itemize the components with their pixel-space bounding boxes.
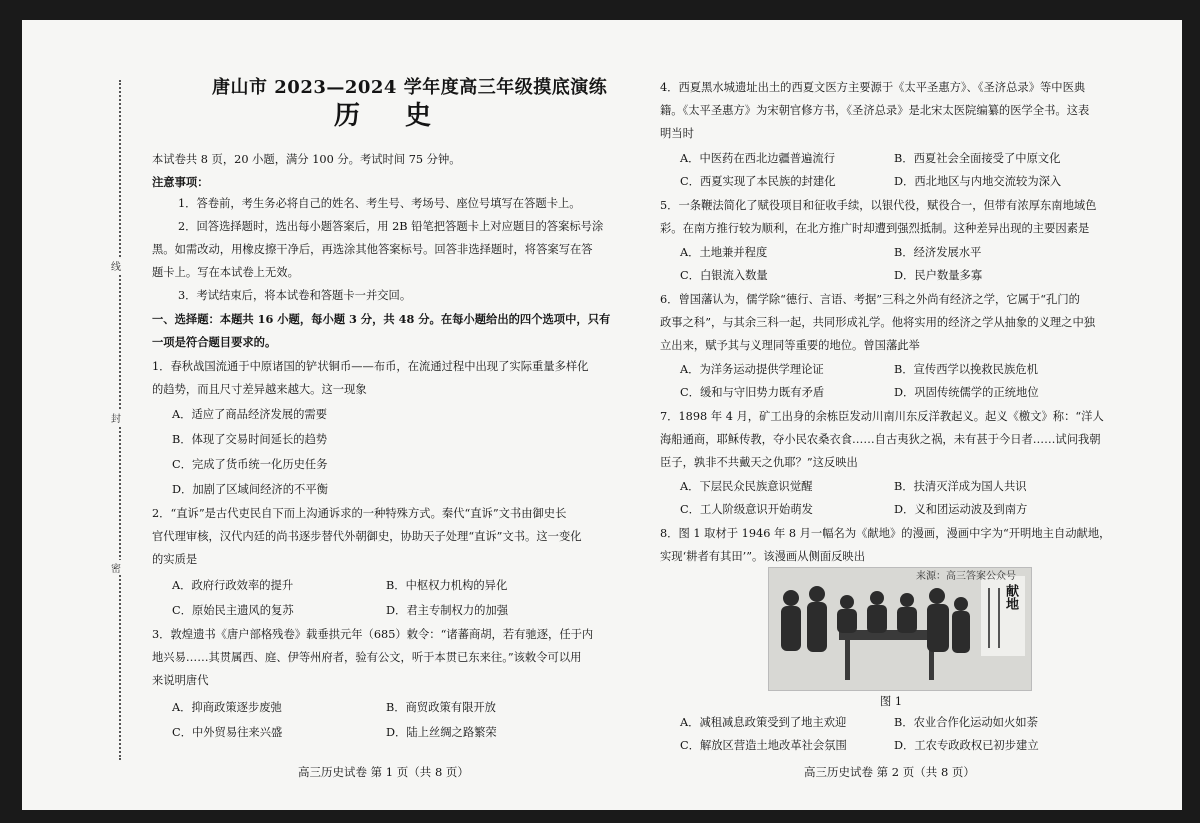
question-stem: 实现‘耕者有其田’”。该漫画从侧面反映出 (660, 550, 866, 563)
option-a: A．减租减息政策受到了地主欢迎 (680, 716, 847, 729)
option-d: D．工农专政政权已初步建立 (894, 739, 1039, 752)
binding-label-secret: 密 (111, 560, 121, 575)
question-stem: 的趋势，而且尺寸差异越来越大。这一现象 (152, 383, 367, 396)
question-stem: 明当时 (660, 127, 694, 140)
option-c: C．白银流入数量 (680, 269, 768, 282)
option-a: A．抑商政策逐步废弛 (172, 701, 282, 714)
question-stem: 4．西夏黑水城遗址出土的西夏文医方主要源于《太平圣惠方》、《圣济总录》等中医典 (660, 81, 1086, 94)
subject-title: 历 史 (334, 101, 450, 131)
option-a: A．中医药在西北边疆普遍流行 (680, 152, 836, 165)
notice-item: 黑。如需改动，用橡皮擦干净后，再选涂其他答案标号。回答非选择题时，将答案写在答 (152, 243, 593, 256)
question-stem: 臣子，孰非不共戴天之仇耶？”这反映出 (660, 456, 858, 469)
option-a: A．适应了商品经济发展的需要 (172, 408, 328, 421)
notice-item: 1．答卷前，考生务必将自己的姓名、考生号、考场号、座位号填写在答题卡上。 (178, 197, 581, 210)
watermark-text: 来源：高三答案公众号 (916, 571, 1016, 582)
option-a: A．政府行政效率的提升 (172, 579, 294, 592)
question-stem: 2．“直诉”是古代吏民自下而上沟通诉求的一种特殊方式。秦代“直诉”文书由御史长 (152, 507, 567, 520)
question-stem: 6．曾国藩认为，儒学除“德行、言语、考据”三科之外尚有经济之学，它属于“孔门的 (660, 293, 1080, 306)
section-heading: 一项是符合题目要求的。 (152, 335, 277, 349)
question-stem: 彩。在南方推行较为顺利，在北方推广时却遭到强烈抵制。这种差异出现的主要因素是 (660, 222, 1090, 235)
figure-caption: 图 1 (880, 695, 903, 708)
cartoon-figure (768, 567, 1032, 691)
option-b: B．体现了交易时间延长的趋势 (172, 433, 328, 446)
option-a: A．为洋务运动提供学理论证 (680, 363, 824, 376)
option-b: B．扶清灭洋成为国人共识 (894, 480, 1027, 493)
option-b: B．经济发展水平 (894, 246, 982, 259)
question-stem: 3．敦煌遗书《唐户部格残卷》载垂拱元年（685）敕令：“诸蕃商胡，若有驰逐，任于内 (152, 628, 594, 641)
option-c: C．中外贸易往来兴盛 (172, 726, 283, 739)
question-stem: 的实质是 (152, 553, 198, 566)
option-b: B．中枢权力机构的异化 (386, 579, 508, 592)
binding-label-line: 线 (111, 258, 121, 273)
option-a: A．下层民众民族意识觉醒 (680, 480, 813, 493)
option-c: C．西夏实现了本民族的封建化 (680, 175, 836, 188)
option-d: D．民户数量多寡 (894, 269, 983, 282)
question-stem: 官代理审核，汉代内廷的尚书逐步替代外朝御史，协助天子处理“直诉”文书。这一变化 (152, 530, 582, 543)
option-d: D．陆上丝绸之路繁荣 (386, 726, 497, 739)
exam-intro: 本试卷共 8 页，20 小题，满分 100 分。考试时间 75 分钟。 (152, 153, 461, 166)
option-c: C．工人阶级意识开始萌发 (680, 503, 813, 516)
notice-item: 3．考试结束后，将本试卷和答题卡一并交回。 (178, 289, 412, 302)
question-stem: 籍。《太平圣惠方》为宋朝官修方书，《圣济总录》是北宋太医院编纂的医学全书。这表 (660, 104, 1090, 117)
question-stem: 地兴易……其贯属西、庭、伊等州府者，验有公文，听于本贯已东来往。”该敕令可以用 (152, 651, 582, 664)
option-a: A．土地兼并程度 (680, 246, 768, 259)
option-b: B．宣传西学以挽救民族危机 (894, 363, 1038, 376)
option-d: D．君主专制权力的加强 (386, 604, 509, 617)
cartoon-illustration (769, 568, 1031, 690)
option-c: C．解放区营造土地改革社会氛围 (680, 739, 847, 752)
page-footer: 高三历史试卷 第 2 页（共 8 页） (804, 765, 975, 779)
option-d: D．加剧了区域间经济的不平衡 (172, 483, 328, 496)
question-stem: 海船通商，耶稣传教，夺小民农桑衣食……自古夷狄之祸，未有甚于今日者……试问我朝 (660, 433, 1101, 446)
notice-item: 题卡上。写在本试卷上无效。 (152, 266, 299, 279)
question-stem: 7．1898 年 4 月，矿工出身的余栋臣发动川南川东反洋教起义。起义《檄文》称：“洋人 (660, 410, 1104, 423)
cartoon-title: 献地 (1003, 584, 1018, 610)
option-d: D．巩固传统儒学的正统地位 (894, 386, 1039, 399)
option-d: D．西北地区与内地交流较为深入 (894, 175, 1062, 188)
section-heading: 一、选择题：本题共 16 小题，每小题 3 分，共 48 分。在每小题给出的四个选项中，只有 (152, 312, 611, 326)
question-stem: 5．一条鞭法简化了赋役项目和征收手续，以银代役，赋役合一，但带有浓厚东南地域色 (660, 199, 1097, 212)
option-c: C．原始民主遗风的复苏 (172, 604, 294, 617)
question-stem: 来说明唐代 (152, 674, 209, 687)
option-c: C．完成了货币统一化历史任务 (172, 458, 328, 471)
question-stem: 1．春秋战国流通于中原诸国的铲状铜币——布币，在流通过程中出现了实际重量多样化 (152, 360, 589, 373)
binding-label-seal: 封 (111, 410, 121, 425)
option-b: B．农业合作化运动如火如荼 (894, 716, 1038, 729)
option-c: C．缓和与守旧势力既有矛盾 (680, 386, 825, 399)
option-b: B．西夏社会全面接受了中原文化 (894, 152, 1061, 165)
option-b: B．商贸政策有限开放 (386, 701, 496, 714)
option-d: D．义和团运动波及到南方 (894, 503, 1028, 516)
page-footer: 高三历史试卷 第 1 页（共 8 页） (298, 765, 469, 779)
exam-title: 唐山市 2023—2024 学年度高三年级摸底演练 (212, 77, 608, 98)
question-stem: 8．图 1 取材于 1946 年 8 月一幅名为《献地》的漫画，漫画中字为“开明地主自动献地， (660, 527, 1111, 540)
notice-item: 2．回答选择题时，选出每小题答案后，用 2B 铅笔把答题卡上对应题目的答案标号涂 (178, 220, 604, 233)
question-stem: 立出来，赋予其与义理同等重要的地位。曾国藩此举 (660, 339, 920, 352)
notice-heading: 注意事项： (152, 175, 209, 189)
question-stem: 政事之科”，与其余三科一起，共同形成礼学。他将实用的经济之学从抽象的义理之中独 (660, 316, 1096, 329)
